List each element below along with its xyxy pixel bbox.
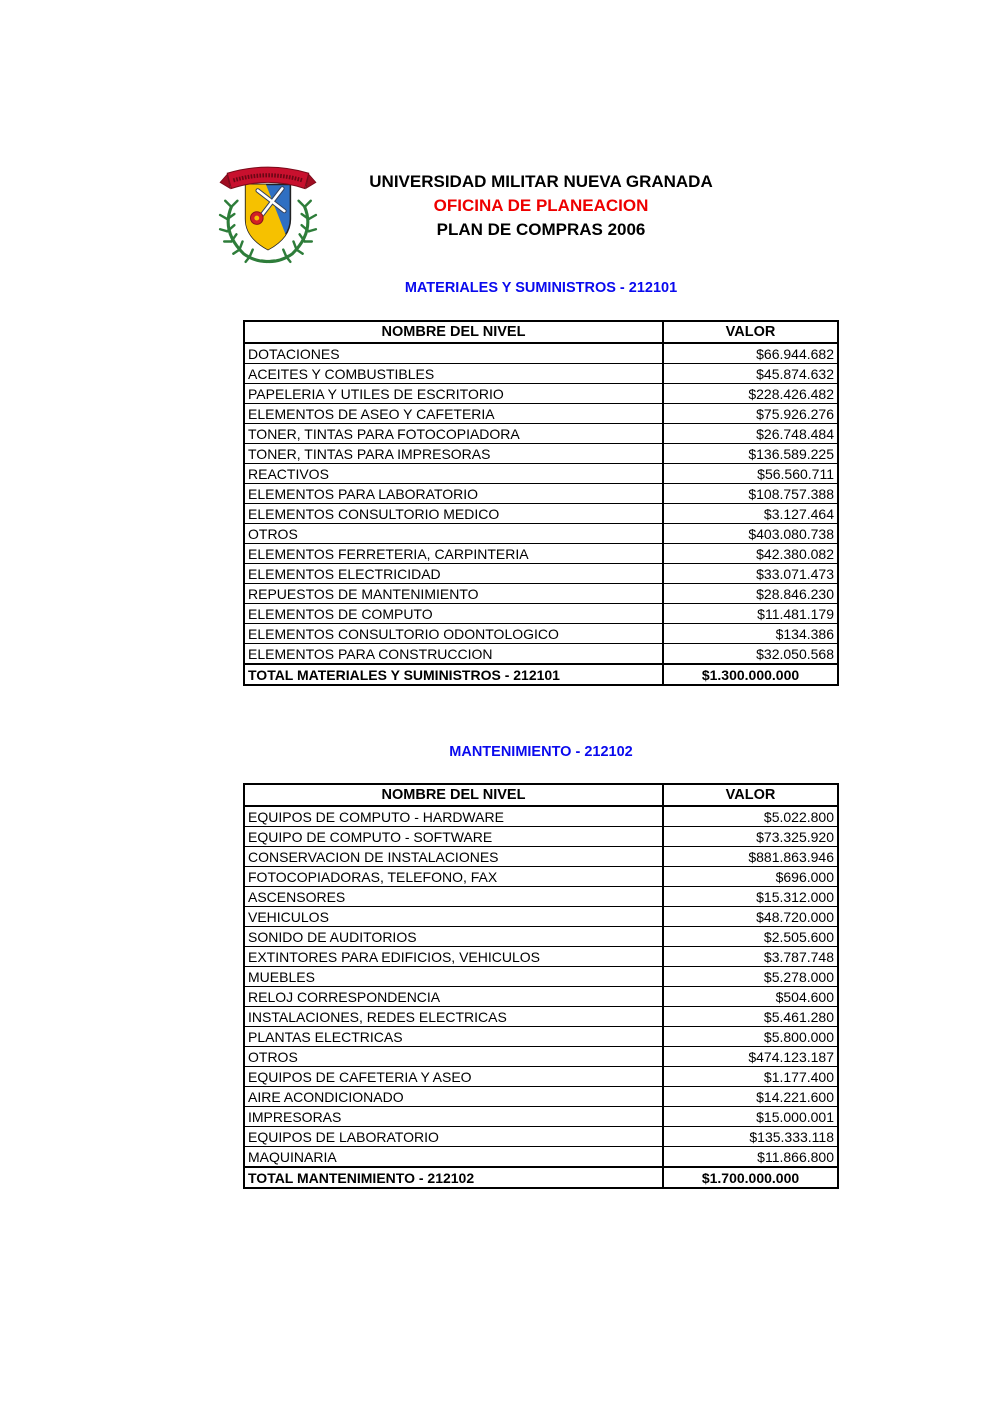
row-name-cell: PLANTAS ELECTRICAS xyxy=(244,1027,663,1047)
table-row xyxy=(244,464,838,484)
table-row xyxy=(244,967,838,987)
row-value-cell: $14.221.600 xyxy=(663,1087,838,1107)
row-name-cell: IMPRESORAS xyxy=(244,1107,663,1127)
row-value-cell: $2.505.600 xyxy=(663,927,838,947)
table-row xyxy=(244,947,838,967)
row-value-cell: $136.589.225 xyxy=(663,444,838,464)
plan-title: PLAN DE COMPRAS 2006 xyxy=(436,220,646,239)
row-value-cell: $5.800.000 xyxy=(663,1027,838,1047)
materiales-y-suministros-table xyxy=(243,320,839,686)
table-total-row xyxy=(244,664,838,685)
table-row xyxy=(244,867,838,887)
table-row xyxy=(244,544,838,564)
row-value-cell: $73.325.920 xyxy=(663,827,838,847)
row-name-cell: VEHICULOS xyxy=(244,907,663,927)
row-value-cell: $108.757.388 xyxy=(663,484,838,504)
row-name-cell: SONIDO DE AUDITORIOS xyxy=(244,927,663,947)
row-name-cell: REACTIVOS xyxy=(244,464,663,484)
mantenimiento-table xyxy=(243,783,839,1189)
row-name-cell: PAPELERIA Y UTILES DE ESCRITORIO xyxy=(244,384,663,404)
table-row xyxy=(244,1107,838,1127)
row-name-cell: REPUESTOS DE MANTENIMIENTO xyxy=(244,584,663,604)
table-row xyxy=(244,424,838,444)
table-body xyxy=(244,806,838,1167)
total-value: $1.300.000.000 xyxy=(663,664,838,685)
row-name-cell: ELEMENTOS CONSULTORIO ODONTOLOGICO xyxy=(244,624,663,644)
table-row xyxy=(244,847,838,867)
row-name-cell: MAQUINARIA xyxy=(244,1147,663,1168)
table-row xyxy=(244,624,838,644)
table-row xyxy=(244,524,838,544)
row-value-cell: $5.278.000 xyxy=(663,967,838,987)
table-row xyxy=(244,343,838,364)
table-header-row xyxy=(244,321,838,343)
row-name-cell: ELEMENTOS PARA LABORATORIO xyxy=(244,484,663,504)
table-row xyxy=(244,1047,838,1067)
row-value-cell: $15.312.000 xyxy=(663,887,838,907)
university-name: UNIVERSIDAD MILITAR NUEVA GRANADA xyxy=(369,172,713,191)
row-value-cell: $696.000 xyxy=(663,867,838,887)
document-header xyxy=(242,170,840,242)
table-row xyxy=(244,987,838,1007)
row-value-cell: $48.720.000 xyxy=(663,907,838,927)
row-name-cell: RELOJ CORRESPONDENCIA xyxy=(244,987,663,1007)
row-value-cell: $5.022.800 xyxy=(663,806,838,827)
table-row xyxy=(244,364,838,384)
row-name-cell: FOTOCOPIADORAS, TELEFONO, FAX xyxy=(244,867,663,887)
table-row xyxy=(244,1087,838,1107)
table-row xyxy=(244,827,838,847)
table-body xyxy=(244,343,838,664)
row-name-cell: ELEMENTOS DE ASEO Y CAFETERIA xyxy=(244,404,663,424)
table-row xyxy=(244,1027,838,1047)
table-row xyxy=(244,604,838,624)
table-row xyxy=(244,644,838,665)
row-value-cell: $75.926.276 xyxy=(663,404,838,424)
table-row xyxy=(244,1007,838,1027)
table-row xyxy=(244,887,838,907)
row-value-cell: $26.748.484 xyxy=(663,424,838,444)
row-name-cell: DOTACIONES xyxy=(244,343,663,364)
table-row xyxy=(244,1067,838,1087)
row-value-cell: $3.787.748 xyxy=(663,947,838,967)
row-value-cell: $11.481.179 xyxy=(663,604,838,624)
column-header-nombre-del-nivel: NOMBRE DEL NIVEL xyxy=(244,321,663,343)
section-title-mantenimiento: MANTENIMIENTO - 212102 xyxy=(449,744,633,760)
row-name-cell: ELEMENTOS CONSULTORIO MEDICO xyxy=(244,504,663,524)
row-name-cell: EQUIPOS DE LABORATORIO xyxy=(244,1127,663,1147)
table-row xyxy=(244,806,838,827)
row-name-cell: AIRE ACONDICIONADO xyxy=(244,1087,663,1107)
table-row xyxy=(244,484,838,504)
table-row xyxy=(244,564,838,584)
row-name-cell: ELEMENTOS FERRETERIA, CARPINTERIA xyxy=(244,544,663,564)
table-row xyxy=(244,384,838,404)
row-value-cell: $228.426.482 xyxy=(663,384,838,404)
row-name-cell: ELEMENTOS PARA CONSTRUCCION xyxy=(244,644,663,665)
row-name-cell: ELEMENTOS ELECTRICIDAD xyxy=(244,564,663,584)
table-row xyxy=(244,1147,838,1168)
row-name-cell: OTROS xyxy=(244,524,663,544)
row-name-cell: ACEITES Y COMBUSTIBLES xyxy=(244,364,663,384)
row-value-cell: $66.944.682 xyxy=(663,343,838,364)
row-value-cell: $42.380.082 xyxy=(663,544,838,564)
column-header-valor: VALOR xyxy=(663,321,838,343)
row-value-cell: $403.080.738 xyxy=(663,524,838,544)
total-label: TOTAL MANTENIMIENTO - 212102 xyxy=(244,1167,663,1188)
row-name-cell: ASCENSORES xyxy=(244,887,663,907)
row-name-cell: EQUIPOS DE COMPUTO - HARDWARE xyxy=(244,806,663,827)
row-name-cell: TONER, TINTAS PARA IMPRESORAS xyxy=(244,444,663,464)
row-value-cell: $474.123.187 xyxy=(663,1047,838,1067)
row-name-cell: INSTALACIONES, REDES ELECTRICAS xyxy=(244,1007,663,1027)
row-value-cell: $32.050.568 xyxy=(663,644,838,665)
table-row xyxy=(244,444,838,464)
table-row xyxy=(244,927,838,947)
row-value-cell: $11.866.800 xyxy=(663,1147,838,1168)
row-value-cell: $5.461.280 xyxy=(663,1007,838,1027)
row-name-cell: CONSERVACION DE INSTALACIONES xyxy=(244,847,663,867)
row-name-cell: ELEMENTOS DE COMPUTO xyxy=(244,604,663,624)
row-name-cell: EQUIPOS DE CAFETERIA Y ASEO xyxy=(244,1067,663,1087)
row-name-cell: TONER, TINTAS PARA FOTOCOPIADORA xyxy=(244,424,663,444)
table-header-row xyxy=(244,784,838,806)
row-value-cell: $134.386 xyxy=(663,624,838,644)
total-label: TOTAL MATERIALES Y SUMINISTROS - 212101 xyxy=(244,664,663,685)
column-header-nombre-del-nivel: NOMBRE DEL NIVEL xyxy=(244,784,663,806)
row-value-cell: $3.127.464 xyxy=(663,504,838,524)
table-row xyxy=(244,504,838,524)
row-value-cell: $28.846.230 xyxy=(663,584,838,604)
office-name: OFICINA DE PLANEACION xyxy=(433,196,649,215)
row-name-cell: OTROS xyxy=(244,1047,663,1067)
row-value-cell: $881.863.946 xyxy=(663,847,838,867)
row-value-cell: $33.071.473 xyxy=(663,564,838,584)
table-total-row xyxy=(244,1167,838,1188)
row-name-cell: EXTINTORES PARA EDIFICIOS, VEHICULOS xyxy=(244,947,663,967)
row-value-cell: $15.000.001 xyxy=(663,1107,838,1127)
row-value-cell: $135.333.118 xyxy=(663,1127,838,1147)
table-row xyxy=(244,584,838,604)
table-row xyxy=(244,404,838,424)
table-row xyxy=(244,907,838,927)
column-header-valor: VALOR xyxy=(663,784,838,806)
total-value: $1.700.000.000 xyxy=(663,1167,838,1188)
section-title-materiales-y-suministros: MATERIALES Y SUMINISTROS - 212101 xyxy=(404,280,678,296)
row-name-cell: MUEBLES xyxy=(244,967,663,987)
row-name-cell: EQUIPO DE COMPUTO - SOFTWARE xyxy=(244,827,663,847)
row-value-cell: $1.177.400 xyxy=(663,1067,838,1087)
row-value-cell: $45.874.632 xyxy=(663,364,838,384)
row-value-cell: $56.560.711 xyxy=(663,464,838,484)
table-row xyxy=(244,1127,838,1147)
row-value-cell: $504.600 xyxy=(663,987,838,1007)
